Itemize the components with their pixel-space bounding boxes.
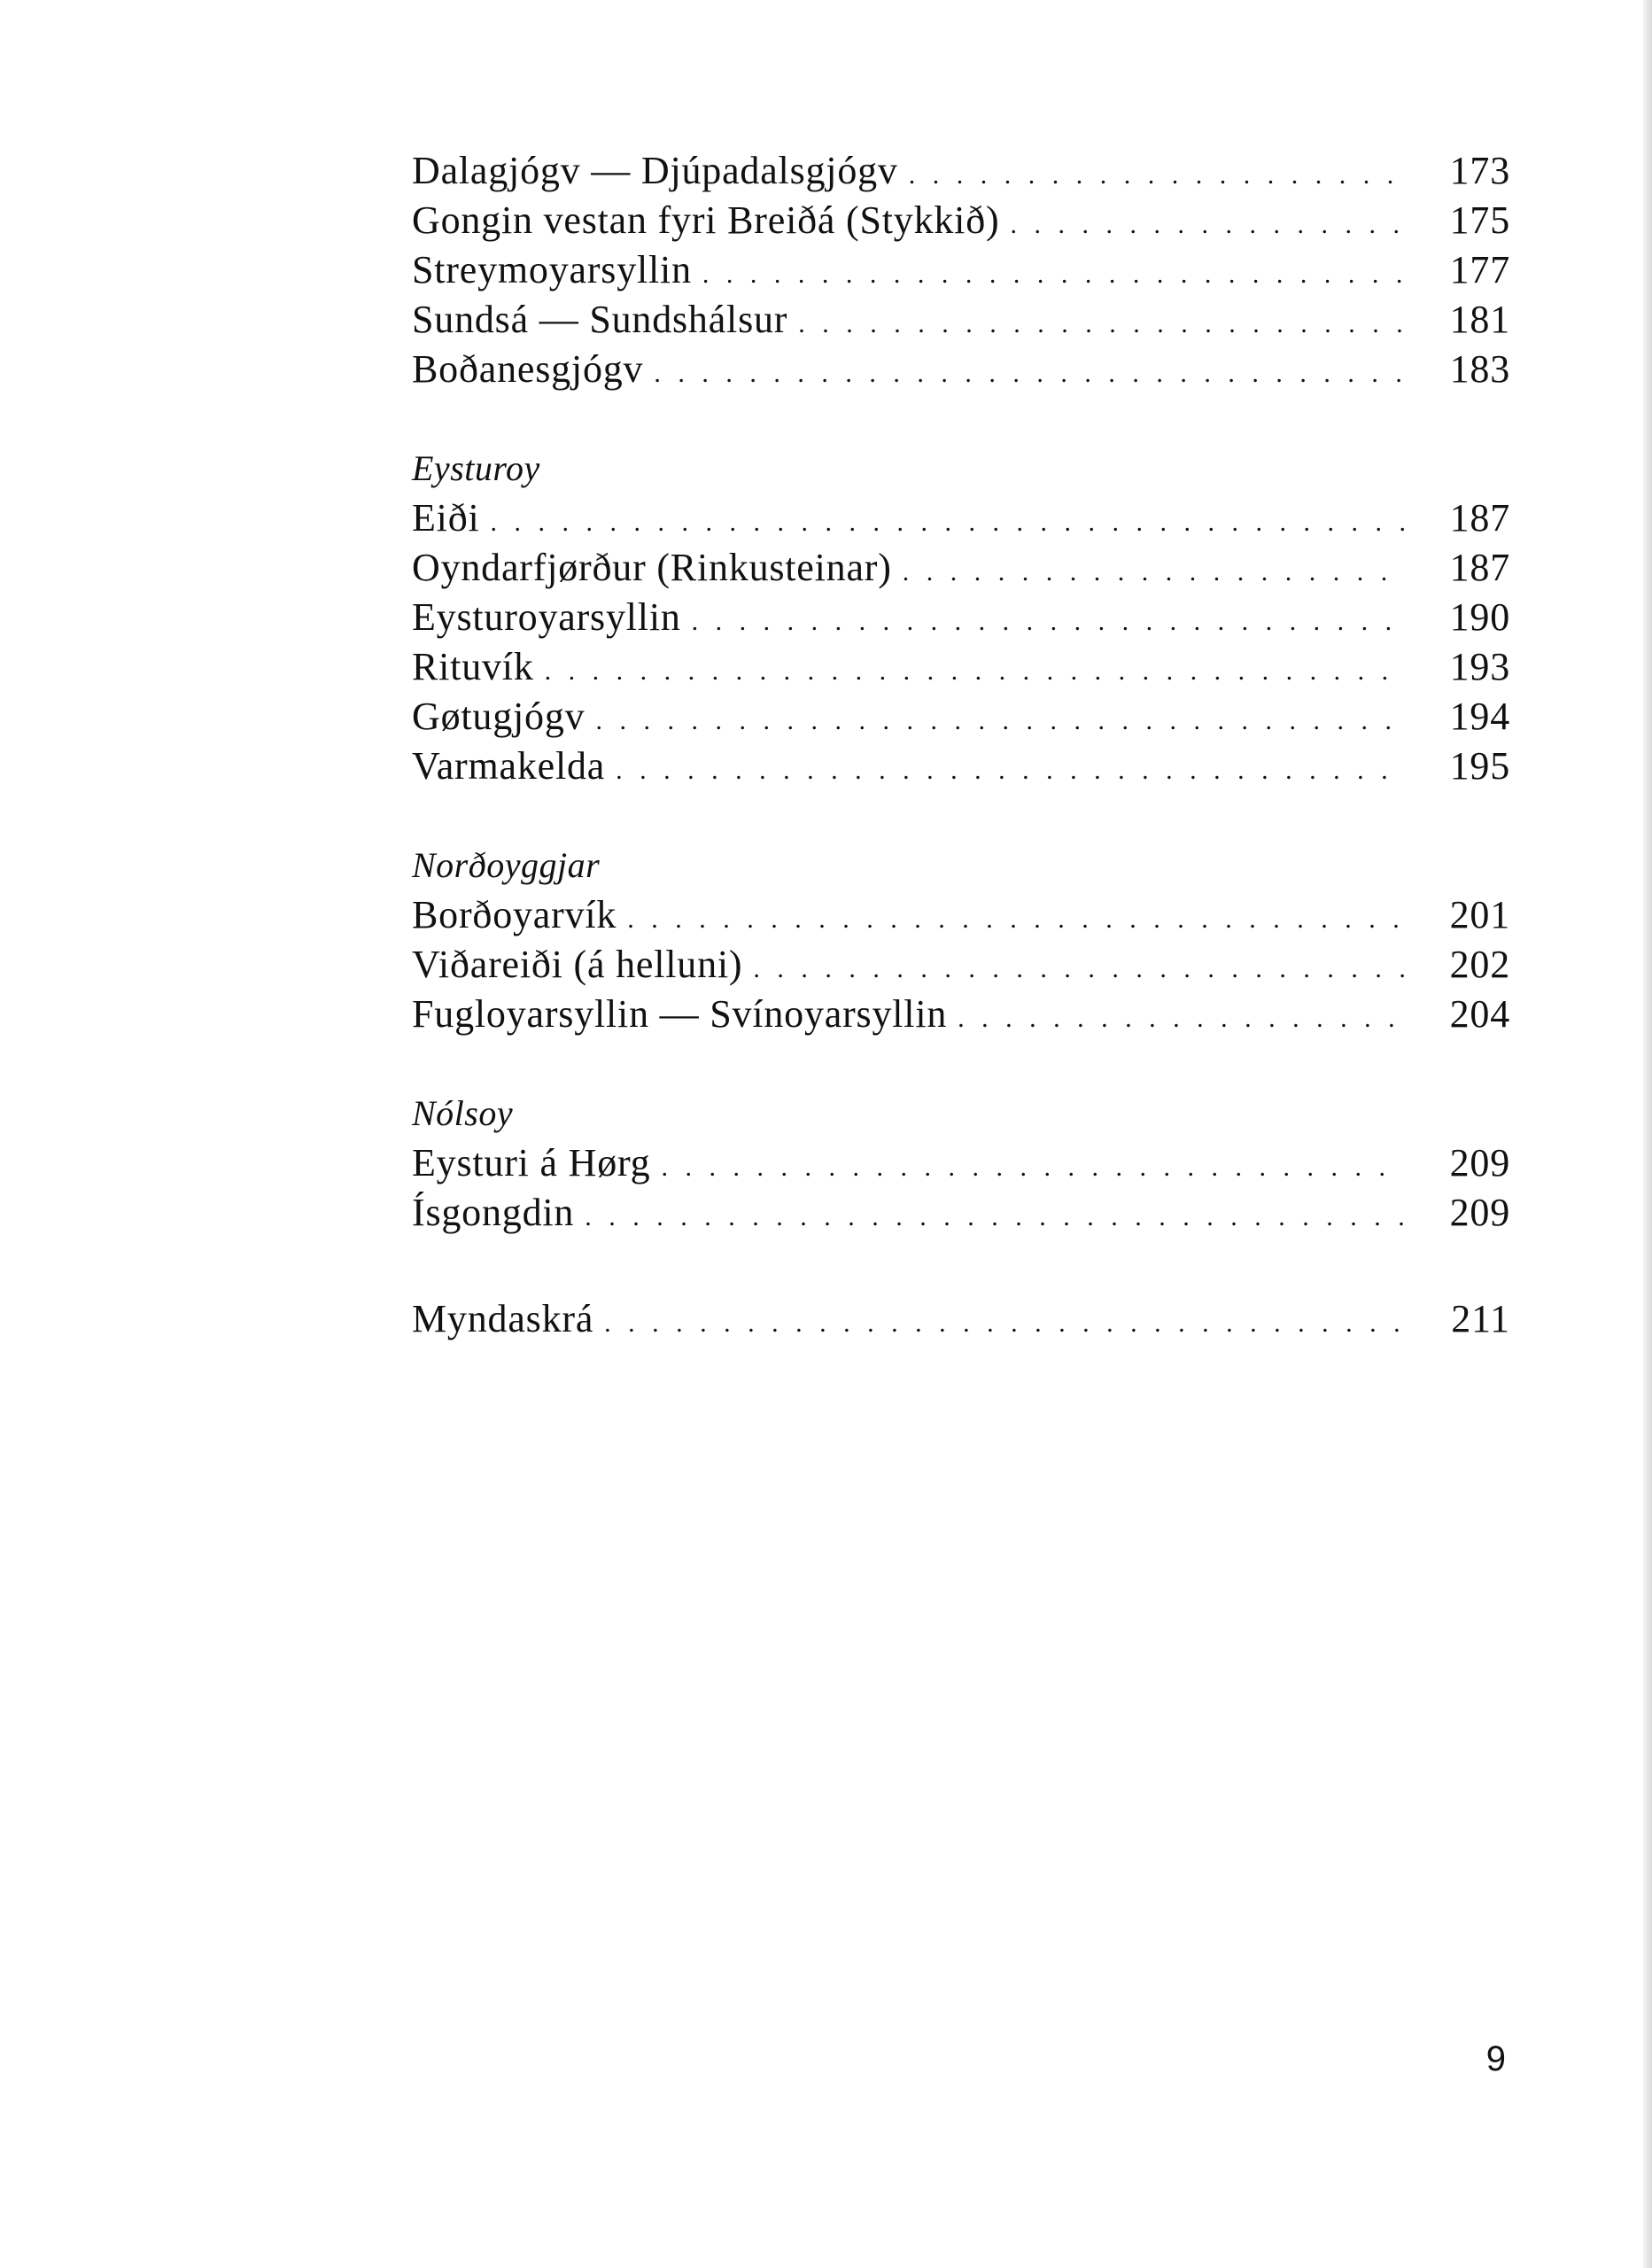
toc-entry[interactable] (412, 245, 1510, 295)
toc-entry[interactable] (412, 642, 1510, 692)
toc-entry-page: 177 (1449, 248, 1510, 291)
toc-entry-page: 209 (1449, 1141, 1510, 1184)
toc-entry-page: 204 (1449, 992, 1510, 1036)
toc-entry-page: 187 (1449, 496, 1510, 540)
toc-entry-title: Sundsá — Sundshálsur (412, 298, 788, 341)
dot-leader (661, 1143, 1404, 1192)
toc-section-heading: Nólsoy (412, 1093, 514, 1133)
toc-entry-title: Gongin vestan fyri Breiðá (Stykkið) (412, 198, 1000, 242)
toc-entry-page: 190 (1449, 595, 1510, 639)
dot-leader (958, 994, 1404, 1044)
dot-leader (903, 548, 1404, 597)
toc-group (412, 1294, 1510, 1344)
dot-leader (1010, 200, 1404, 250)
toc-entry-title: Myndaskrá (412, 1297, 594, 1340)
toc-group (412, 841, 1510, 1039)
toc-entry-title: Streymoyarsyllin (412, 248, 692, 291)
toc-entry-title: Viðareiði (á helluni) (412, 943, 743, 986)
toc-entry-title: Eiði (412, 496, 480, 540)
table-of-contents (412, 146, 1510, 1344)
toc-entry[interactable] (412, 1138, 1510, 1188)
dot-leader (702, 250, 1404, 299)
dot-leader (545, 647, 1404, 696)
toc-entry[interactable] (412, 196, 1510, 245)
toc-entry-page: 173 (1449, 149, 1510, 192)
toc-entry-title: Ísgongdin (412, 1191, 575, 1234)
toc-entry-page: 202 (1449, 943, 1510, 986)
toc-entry-page: 209 (1449, 1191, 1510, 1234)
toc-entry[interactable] (412, 1188, 1510, 1238)
toc-entry-page: 201 (1449, 893, 1510, 936)
dot-leader (692, 597, 1404, 647)
toc-section-heading: Norðoyggjar (412, 845, 601, 885)
dot-leader (491, 498, 1404, 548)
toc-entry[interactable] (412, 543, 1510, 593)
toc-entry[interactable] (412, 493, 1510, 543)
toc-entry-page: 183 (1449, 347, 1510, 391)
dot-leader (627, 895, 1404, 944)
dot-leader (604, 1299, 1404, 1348)
toc-entry-title: Oyndarfjørður (Rinkusteinar) (412, 546, 892, 589)
toc-group (412, 444, 1510, 791)
toc-group (412, 1089, 1510, 1238)
toc-entry-page: 187 (1449, 546, 1510, 589)
toc-entry[interactable] (412, 345, 1510, 394)
toc-group (412, 146, 1510, 394)
toc-entry[interactable] (412, 990, 1510, 1039)
toc-entry-page: 211 (1451, 1297, 1510, 1340)
toc-entry-page: 193 (1449, 645, 1510, 688)
toc-entry-title: Borðoyarvík (412, 893, 617, 936)
toc-entry-title: Eysturi á Hørg (412, 1141, 651, 1184)
toc-entry[interactable] (412, 295, 1510, 345)
dot-leader (909, 151, 1404, 200)
toc-entry[interactable] (412, 593, 1510, 642)
toc-entry-title: Boðanesgjógv (412, 347, 644, 391)
page-number: 9 (1485, 2039, 1506, 2078)
toc-entry-page: 175 (1449, 198, 1510, 242)
toc-section-heading: Eysturoy (412, 448, 540, 488)
toc-entry[interactable] (412, 890, 1510, 940)
dot-leader (798, 299, 1404, 349)
toc-entry-title: Dalagjógv — Djúpadalsgjógv (412, 149, 898, 192)
toc-entry[interactable] (412, 742, 1510, 791)
dot-leader (595, 696, 1404, 746)
toc-entry[interactable] (412, 692, 1510, 742)
toc-entry[interactable] (412, 1294, 1510, 1344)
toc-entry-title: Rituvík (412, 645, 534, 688)
toc-entry[interactable] (412, 940, 1510, 990)
toc-entry[interactable] (412, 146, 1510, 196)
toc-entry-title: Gøtugjógv (412, 695, 586, 738)
toc-entry-title: Eysturoyarsyllin (412, 595, 681, 639)
toc-entry-page: 195 (1449, 744, 1510, 788)
dot-leader (654, 349, 1404, 399)
dot-leader (616, 746, 1404, 796)
dot-leader (585, 1192, 1404, 1242)
dot-leader (753, 944, 1404, 994)
toc-entry-page: 194 (1449, 695, 1510, 738)
toc-entry-title: Fugloyarsyllin — Svínoyarsyllin (412, 992, 948, 1036)
toc-entry-page: 181 (1449, 298, 1510, 341)
page-edge-shadow (1643, 0, 1652, 2268)
toc-entry-title: Varmakelda (412, 744, 606, 788)
